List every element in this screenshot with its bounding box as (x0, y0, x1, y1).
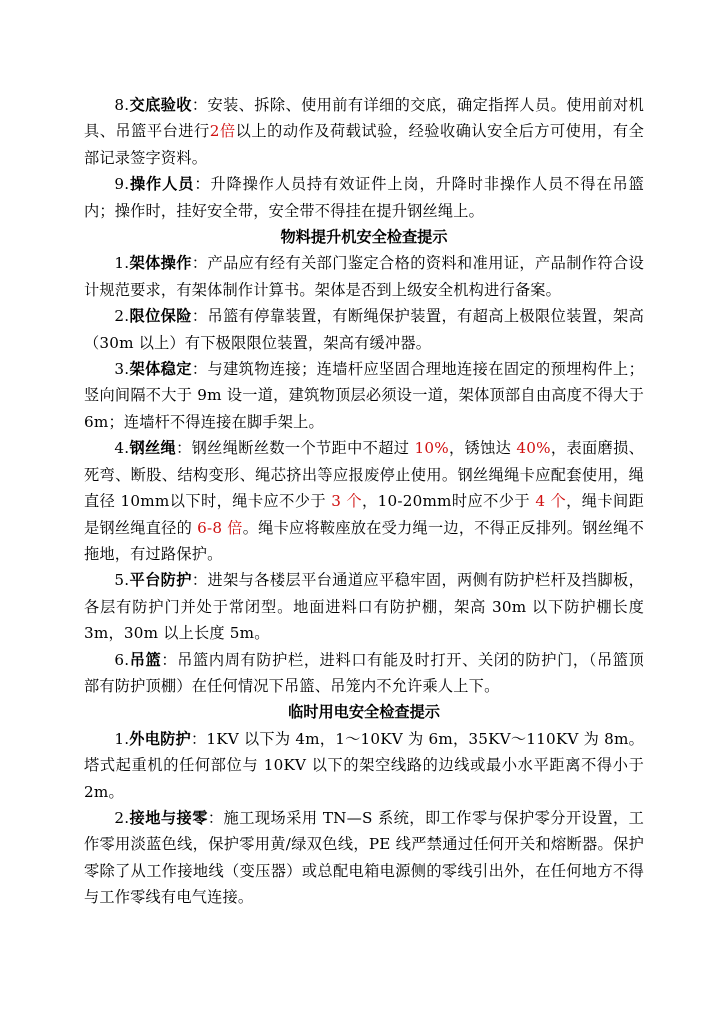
paragraph: 8.交底验收：安装、拆除、使用前有详细的交底，确定指挥人员。使用前对机具、吊篮平台进行2倍以上的动作及荷载试验，经验收确认安全后方可使用，有全部记录签字资料。 (84, 96, 644, 167)
paragraph: 1.外电防护：1KV 以下为 4m，1～10KV 为 6m，35KV～110KV 为 8m。塔式起重机的任何部位与 10KV 以下的架空线路的边线或最小水平距离不得小于 2m。 (84, 729, 644, 801)
paragraph-title: 钢丝绳 (129, 439, 177, 458)
paragraph-title: 限位保险 (129, 307, 192, 326)
paragraph: 2.接地与接零：施工现场采用 TN—S 系统，即工作零与保护零分开设置，工作零用淡蓝色线，保护零用黄/绿双色线，PE 线严禁通过任何开关和熔断器。保护零除了从工作接地线（变压器）或总配电箱电源侧的零线引出外，在任何地方不得与工作零线有电气连接。 (84, 808, 644, 907)
highlight-value: 40% (516, 439, 551, 458)
paragraph: 5.平台防护：进架与各楼层平台通道应平稳牢固，两侧有防护栏杆及挡脚板，各层有防护门并处于常闭型。地面进料口有防护棚，架高 30m 以下防护棚长度 3m，30m 以上长度 5m。 (84, 571, 644, 643)
section-heading: 物料提升机安全检查提示 (280, 228, 448, 247)
paragraph-title: 操作人员 (129, 175, 195, 194)
highlight-value: 2倍 (209, 122, 236, 141)
paragraph: 6.吊篮：吊篮内周有防护栏，进料口有能及时打开、关闭的防护门，（吊篮顶部有防护顶棚）在任何情况下吊篮、吊笼内不允许乘人上下。 (84, 650, 644, 695)
paragraph-title: 架体操作 (129, 254, 192, 273)
paragraph-title: 接地与接零 (129, 808, 208, 827)
paragraph-title: 交底验收 (129, 96, 192, 114)
paragraph-title: 架体稳定 (129, 360, 192, 379)
highlight-value: 4 个 (535, 492, 567, 511)
paragraph: 9.操作人员：升降操作人员持有效证件上岗，升降时非操作人员不得在吊篮内；操作时，挂好安全带，安全带不得挂在提升钢丝绳上。 (84, 175, 644, 220)
highlight-value: 10% (414, 439, 449, 458)
paragraph: 3.架体稳定：与建筑物连接；连墙杆应坚固合理地连接在固定的预埋构件上；竖向间隔不大于 9m 设一道，建筑物顶层必须设一道，架体顶部自由高度不得大于 6m；连墙杆不得连接在脚手架上。 (84, 360, 644, 431)
paragraph: 4.钢丝绳：钢丝绳断丝数一个节距中不超过 10%，锈蚀达 40%，表面磨损、死弯、断股、结构变形、绳芯挤出等应报废停止使用。钢丝绳绳卡应配套使用，绳直径 10mm以下时，绳卡应不少于 3 个，10-20mm时应不少于 4 个，绳卡间距是钢丝绳直径的 6-8 倍。绳卡应将鞍座放在受力绳一边，不得正反排列。钢丝绳不拖地，有过路保护。 (84, 439, 645, 563)
paragraph: 2.限位保险：吊篮有停靠装置，有断绳保护装置，有超高上极限位装置，架高（30m 以上）有下极限限位装置，架高有缓冲器。 (84, 307, 644, 352)
section-heading: 临时用电安全检查提示 (288, 703, 440, 722)
paragraph-title: 外电防护 (129, 729, 191, 748)
paragraph-title: 平台防护 (129, 571, 192, 590)
paragraph: 1.架体操作：产品应有经有关部门鉴定合格的资料和准用证，产品制作符合设计规范要求，有架体制作计算书。架体是否到上级安全机构进行备案。 (84, 254, 644, 299)
highlight-value: 6-8 倍 (197, 518, 243, 537)
highlight-value: 3 个 (331, 492, 363, 511)
paragraph-title: 吊篮 (129, 650, 162, 669)
